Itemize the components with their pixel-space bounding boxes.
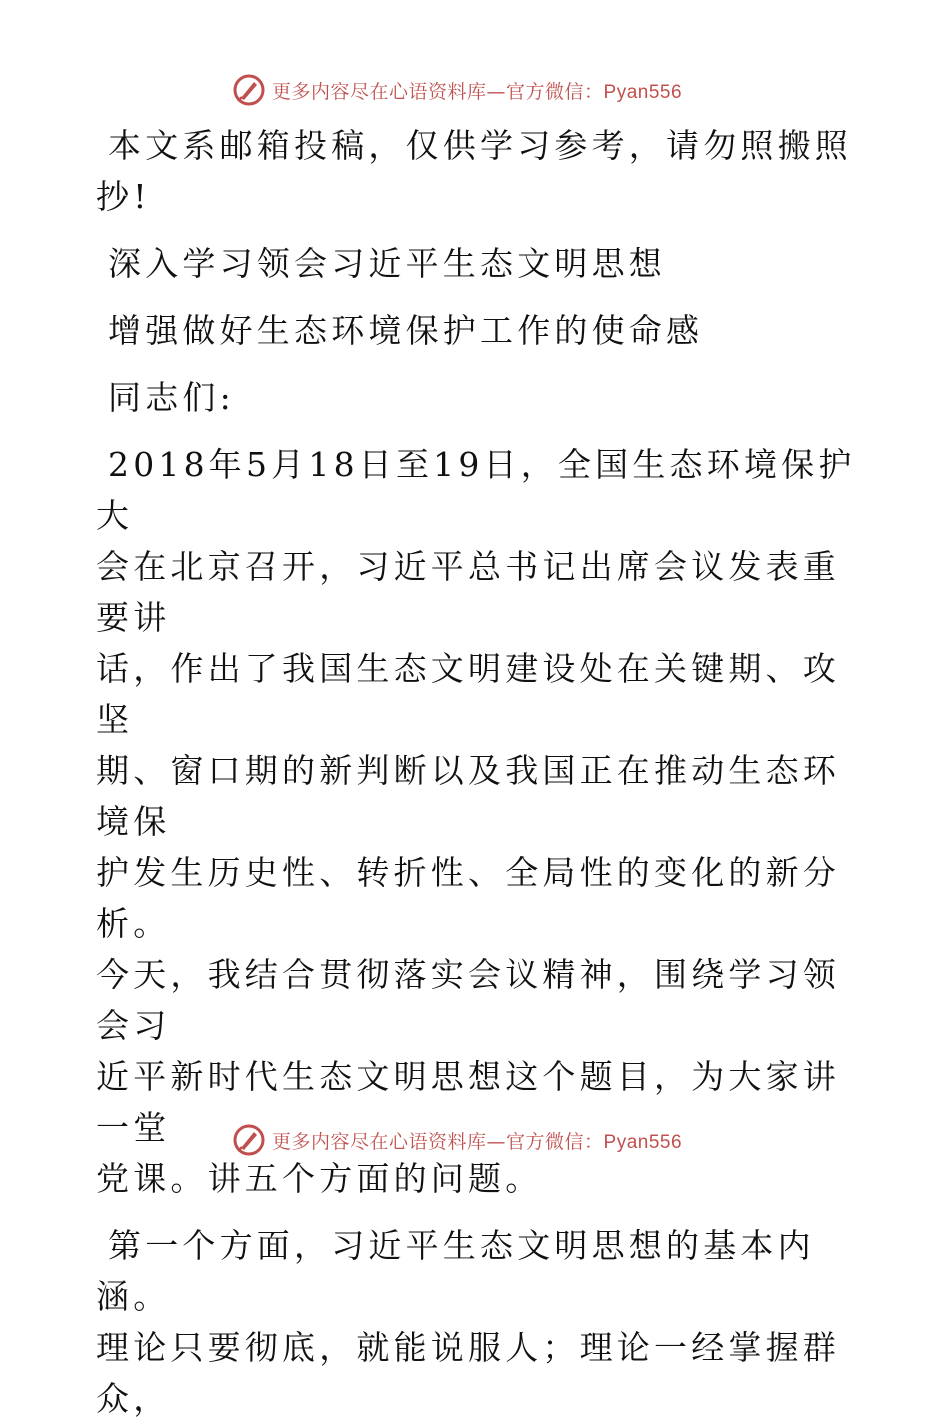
watermark-wechat-id: Pyan556	[603, 1131, 683, 1153]
paragraph-1-line: 近平新时代生态文明思想这个题目，为大家讲一堂	[96, 1057, 840, 1147]
paragraph-1-line: 今天，我结合贯彻落实会议精神，围绕学习领会习	[96, 955, 840, 1045]
document-title: 深入学习领会习近平生态文明思想	[108, 244, 666, 283]
watermark-main: 更多内容尽在心语资料库	[272, 80, 487, 103]
notice-line-1: 本文系邮箱投稿，仅供学习参考，请勿照搬照	[108, 126, 852, 165]
watermark-wechat-id: Pyan556	[603, 81, 683, 103]
document-subtitle: 增强做好生态环境保护工作的使命感	[108, 311, 704, 350]
quill-logo-icon	[232, 1123, 266, 1157]
document-body	[96, 120, 856, 1424]
paragraph-1-line: 会在北京召开，习近平总书记出席会议发表重要讲	[96, 547, 840, 637]
watermark-main: 更多内容尽在心语资料库	[272, 1130, 487, 1153]
watermark-text	[272, 1127, 682, 1154]
watermark-text	[272, 77, 682, 104]
salutation: 同志们:	[108, 378, 235, 417]
paragraph-1-line: 党课。讲五个方面的问题。	[96, 1159, 543, 1198]
footer-watermark	[232, 1122, 682, 1158]
quill-logo-icon	[232, 73, 266, 107]
paragraph-1-line: 护发生历史性、转折性、全局性的变化的新分析。	[96, 853, 840, 943]
paragraph-1-line: 话，作出了我国生态文明建设处在关键期、攻坚	[96, 649, 840, 739]
watermark-separator: —	[486, 80, 507, 103]
watermark-separator: —	[486, 1130, 507, 1153]
paragraph-2-line: 理论只要彻底，就能说服人；理论一经掌握群众，	[96, 1328, 840, 1418]
paragraph-1	[96, 439, 856, 1204]
watermark-wechat-label: 官方微信：	[506, 1130, 604, 1153]
watermark-wechat-label: 官方微信：	[506, 80, 604, 103]
notice-line-2: 抄!	[96, 177, 151, 216]
header-watermark	[232, 72, 682, 108]
paragraph-1-line: 2018年5月18日至19日，全国生态环境保护大	[96, 445, 856, 535]
paragraph-2	[96, 1220, 856, 1424]
paragraph-1-line: 期、窗口期的新判断以及我国正在推动生态环境保	[96, 751, 840, 841]
paragraph-2-line: 第一个方面，习近平生态文明思想的基本内涵。	[96, 1226, 815, 1316]
